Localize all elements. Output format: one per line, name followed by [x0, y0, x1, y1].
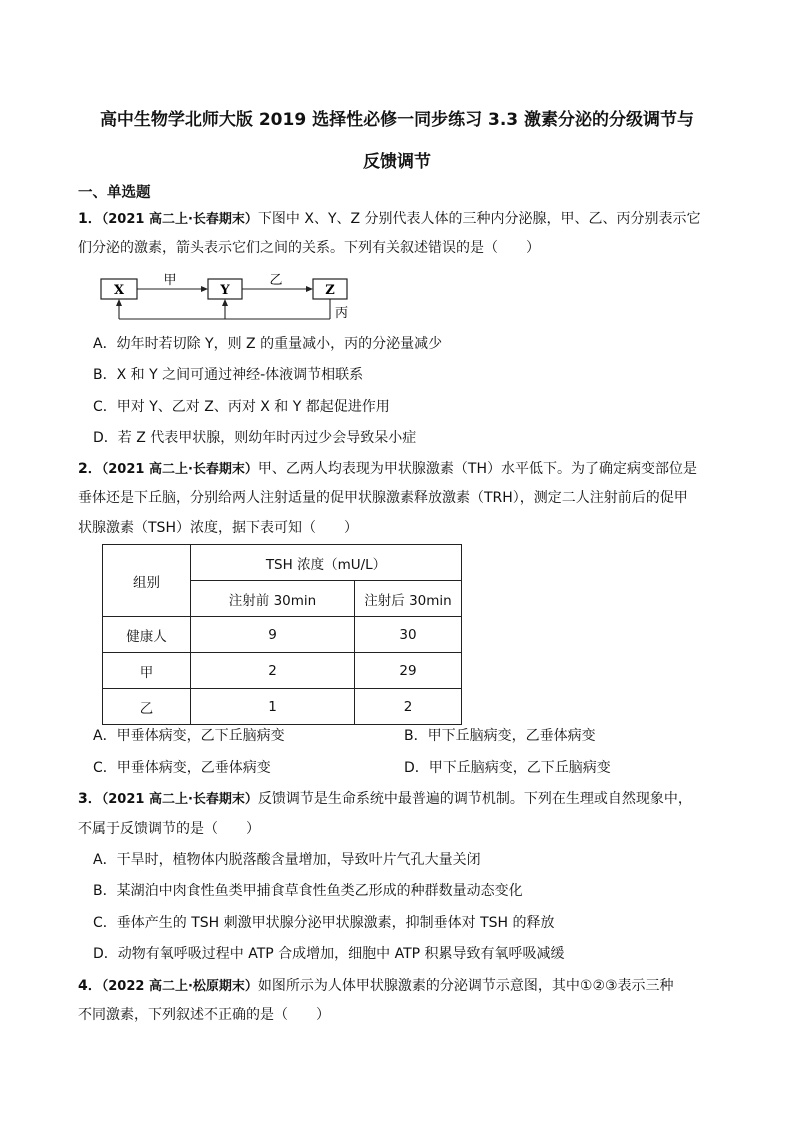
question-text: 反馈调节是生命系统中最普遍的调节机制。下列在生理或自然现象中， [257, 791, 692, 807]
question-source: （2021 高二上·长春期末） [101, 212, 258, 227]
question-2-stem-line-3: 状腺激素（TSH）浓度，据下表可知（ ） [78, 520, 358, 536]
box-y-label: Y [220, 283, 230, 298]
cell-after: 2 [355, 689, 462, 725]
question-text: 下图中 X、Y、Z 分别代表人体的三种内分泌腺，甲、乙、丙分别表示它 [257, 211, 701, 227]
cell-group: 乙 [103, 689, 191, 725]
question-3-option-b: B．某湖泊中肉食性鱼类甲捕食草食性鱼类乙形成的种群数量动态变化 [93, 883, 523, 899]
question-source: （2022 高二上·松原期末） [101, 979, 258, 994]
question-2-stem [78, 458, 697, 478]
gland-hormone-diagram [100, 272, 360, 330]
section-heading: 一、单选题 [78, 185, 151, 201]
question-number: 3． [78, 791, 102, 807]
cell-before: 2 [191, 653, 355, 689]
box-x-label: X [113, 283, 125, 298]
question-4-stem [78, 975, 674, 995]
table-row [103, 689, 462, 725]
question-3-option-d: D．动物有氧呼吸过程中 ATP 合成增加，细胞中 ATP 积累导致有氧呼吸减缓 [93, 946, 565, 962]
cell-before: 9 [191, 617, 355, 653]
header-after: 注射后 30min [355, 581, 462, 617]
document-title-line-1: 高中生物学北师大版 2019 选择性必修一同步练习 3.3 激素分泌的分级调节与 [99, 110, 695, 130]
arrowhead-to-y [222, 299, 228, 306]
header-before: 注射前 30min [191, 581, 355, 617]
label-yi: 乙 [269, 273, 283, 288]
question-4-stem-line-2: 不同激素，下列叙述不正确的是（ ） [78, 1007, 330, 1023]
question-number: 4． [78, 978, 102, 994]
question-text: 如图所示为人体甲状腺激素的分泌调节示意图，其中①②③表示三种 [257, 978, 674, 994]
header-tsh: TSH 浓度（mU/L） [191, 545, 462, 581]
question-3-stem-line-2: 不属于反馈调节的是（ ） [78, 821, 260, 837]
label-bing: 丙 [335, 306, 349, 321]
arrowhead-to-x [116, 299, 122, 306]
question-1-option-b: B．X 和 Y 之间可通过神经-体液调节相联系 [93, 367, 364, 383]
header-group: 组别 [103, 545, 191, 617]
question-text: 甲、乙两人均表现为甲状腺激素（TH）水平低下。为了确定病变部位是 [257, 461, 697, 477]
table-row [103, 653, 462, 689]
cell-after: 29 [355, 653, 462, 689]
question-2-option-b: B．甲下丘脑病变，乙垂体病变 [404, 728, 596, 744]
question-2-option-a: A．甲垂体病变，乙下丘脑病变 [93, 728, 285, 744]
document-title-line-2: 反馈调节 [363, 152, 431, 172]
tsh-table [102, 544, 462, 725]
cell-after: 30 [355, 617, 462, 653]
arrowhead-y-to-z [306, 286, 313, 292]
cell-group: 甲 [103, 653, 191, 689]
question-2-option-d: D．甲下丘脑病变，乙下丘脑病变 [404, 760, 611, 776]
arrowhead-x-to-y [201, 286, 208, 292]
question-1-option-d: D．若 Z 代表甲状腺，则幼年时丙过少会导致呆小症 [93, 430, 417, 446]
table-row [103, 617, 462, 653]
question-source: （2021 高二上·长春期末） [101, 792, 258, 807]
question-number: 2． [78, 461, 102, 477]
question-1-option-c: C．甲对 Y、乙对 Z、丙对 X 和 Y 都起促进作用 [93, 399, 390, 415]
label-jia: 甲 [163, 273, 177, 288]
question-3-option-c: C．垂体产生的 TSH 刺激甲状腺分泌甲状腺激素，抑制垂体对 TSH 的释放 [93, 915, 555, 931]
box-z-label: Z [325, 283, 335, 298]
question-number: 1． [78, 211, 102, 227]
question-3-option-a: A．干旱时，植物体内脱落酸含量增加，导致叶片气孔大量关闭 [93, 852, 481, 868]
question-2-stem-line-2: 垂体还是下丘脑，分别给两人注射适量的促甲状腺激素释放激素（TRH），测定二人注射前后的促甲 [78, 490, 688, 506]
question-1-stem-line-2: 们分泌的激素，箭头表示它们之间的关系。下列有关叙述错误的是（ ） [78, 240, 540, 256]
question-1-option-a: A．幼年时若切除 Y，则 Z 的重量减小，丙的分泌量减少 [93, 336, 443, 352]
cell-before: 1 [191, 689, 355, 725]
question-source: （2021 高二上·长春期末） [101, 462, 258, 477]
question-1-stem [78, 208, 701, 228]
question-2-option-c: C．甲垂体病变，乙垂体病变 [93, 760, 271, 776]
cell-group: 健康人 [103, 617, 191, 653]
question-3-stem [78, 788, 692, 808]
